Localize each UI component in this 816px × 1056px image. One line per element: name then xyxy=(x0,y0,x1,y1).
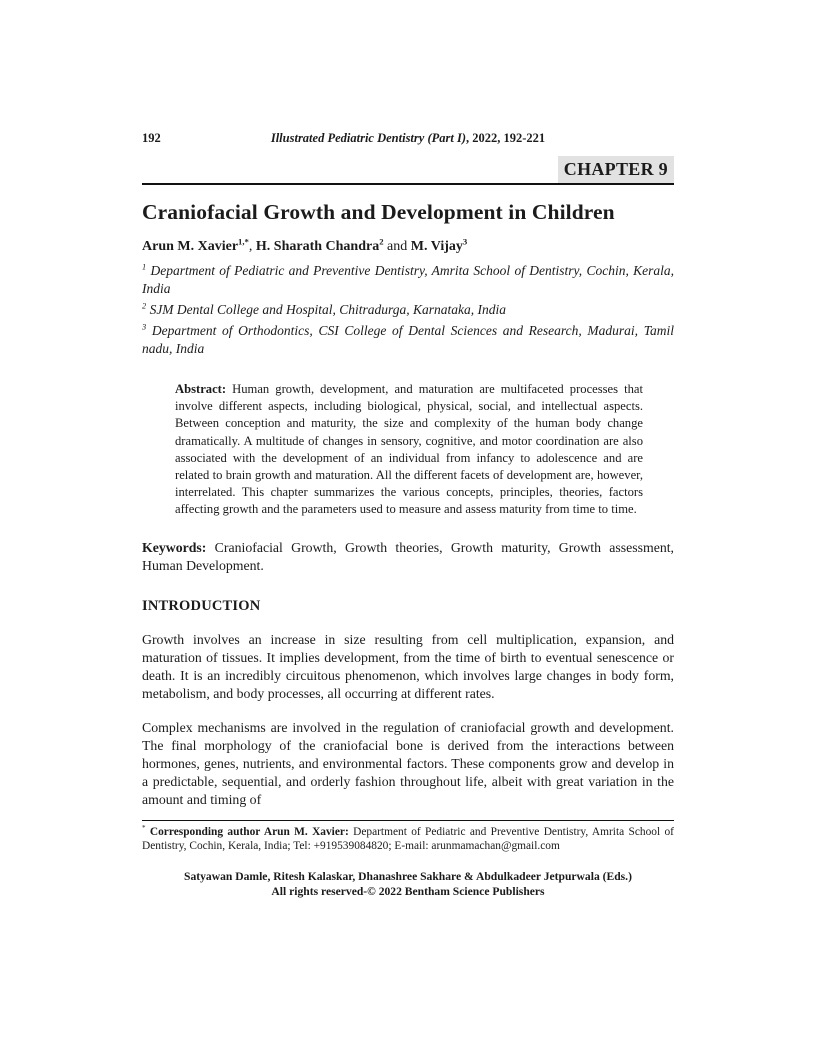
authors-separator: , xyxy=(248,239,256,254)
keywords-paragraph xyxy=(142,539,674,575)
running-header xyxy=(142,131,674,147)
affiliation-item xyxy=(142,301,674,319)
abstract-label: Abstract: xyxy=(175,382,227,396)
footnote-marker: * xyxy=(142,823,146,832)
affiliation-text: Department of Pediatric and Preventive Dentistry, Amrita School of Dentistry, Cochin, Kerala, India xyxy=(142,263,675,296)
footnote-bold-lead: Corresponding author Arun M. Xavier: xyxy=(149,825,349,838)
chapter-title: Craniofacial Growth and Development in Children xyxy=(142,200,615,224)
chapter-banner xyxy=(142,156,674,185)
author-name: M. Vijay xyxy=(410,239,463,254)
affiliation-marker: 1 xyxy=(142,262,147,272)
authors-separator: and xyxy=(383,239,411,254)
abstract-text: Human growth, development, and maturation are multifaceted processes that involve different aspects, including biological, physical, social, and intellectual aspects. Between conception and maturity, the size and complexity of the human body change dramatically. A multitude of changes in sensory, cognitive, and motor coordination are also associated with the development of an individual from infancy to adolescence and are related to brain growth and maturation. All the different facets of development are, however, interrelated. This chapter summarizes the various concepts, principles, theories, factors affecting growth and the parameters used to measure and assess maturity from time to time. xyxy=(175,382,643,517)
author-affiliation-marker: 1,* xyxy=(238,236,249,247)
author-name: Arun M. Xavier xyxy=(142,239,239,254)
corresponding-author-footnote xyxy=(142,825,674,855)
author-affiliation-marker: 3 xyxy=(462,236,468,247)
affiliation-marker: 3 xyxy=(142,322,147,332)
footer-rights-line: All rights reserved-© 2022 Bentham Science Publishers xyxy=(271,885,545,899)
affiliation-item xyxy=(142,322,674,358)
body-paragraph: Growth involves an increase in size resulting from cell multiplication, expansion, and maturation of tissues. It implies development, from the time of birth to eventual senescence or death. It is an incredibly circuitous phenomenon, which involves large changes in body form, metabolism, and body processes, all occurring at different rates. xyxy=(142,631,674,701)
running-title-issue: , 2022, 192-221 xyxy=(465,131,546,145)
author-name: H. Sharath Chandra xyxy=(255,239,380,254)
running-title-journal: Illustrated Pediatric Dentistry (Part I) xyxy=(270,131,466,145)
affiliations-list xyxy=(142,262,674,358)
affiliation-marker: 2 xyxy=(142,301,147,311)
affiliation-text: Department of Orthodontics, CSI College of Dental Sciences and Research, Madurai, Tamil nadu, India xyxy=(142,323,674,356)
page-number: 192 xyxy=(142,131,161,145)
keywords-label: Keywords: xyxy=(142,539,207,555)
author-affiliation-marker: 2 xyxy=(379,236,384,247)
footer-editors-line: Satyawan Damle, Ritesh Kalaskar, Dhanashree Sakhare & Abdulkadeer Jetpurwala (Eds.) xyxy=(184,870,632,884)
authors-line xyxy=(142,236,674,255)
footnote-text: Department of Pediatric and Preventive Dentistry, Amrita School of Dentistry, Cochin, Kerala, India; Tel: +919539084820; E-mail: arunmamachan@gmail.com xyxy=(142,825,674,853)
running-title xyxy=(142,131,674,146)
chapter-label: CHAPTER 9 xyxy=(558,156,674,183)
body-paragraph: Complex mechanisms are involved in the regulation of craniofacial growth and development. The final morphology of the craniofacial bone is derived from the interactions between hormones, genes, nutrients, and environmental factors. These components grow and develop in a predictable, sequential, and orderly fashion throughout life, albeit with great variation in the amount and timing of xyxy=(142,719,674,807)
keywords-text: Craniofacial Growth, Growth theories, Growth maturity, Growth assessment, Human Development. xyxy=(142,539,674,573)
affiliation-item xyxy=(142,262,674,298)
abstract-paragraph xyxy=(175,381,643,519)
affiliation-text: SJM Dental College and Hospital, Chitradurga, Karnataka, India xyxy=(149,302,507,317)
section-heading-introduction: INTRODUCTION xyxy=(142,597,261,614)
page-footer xyxy=(142,869,674,899)
footnote-block xyxy=(142,820,674,855)
